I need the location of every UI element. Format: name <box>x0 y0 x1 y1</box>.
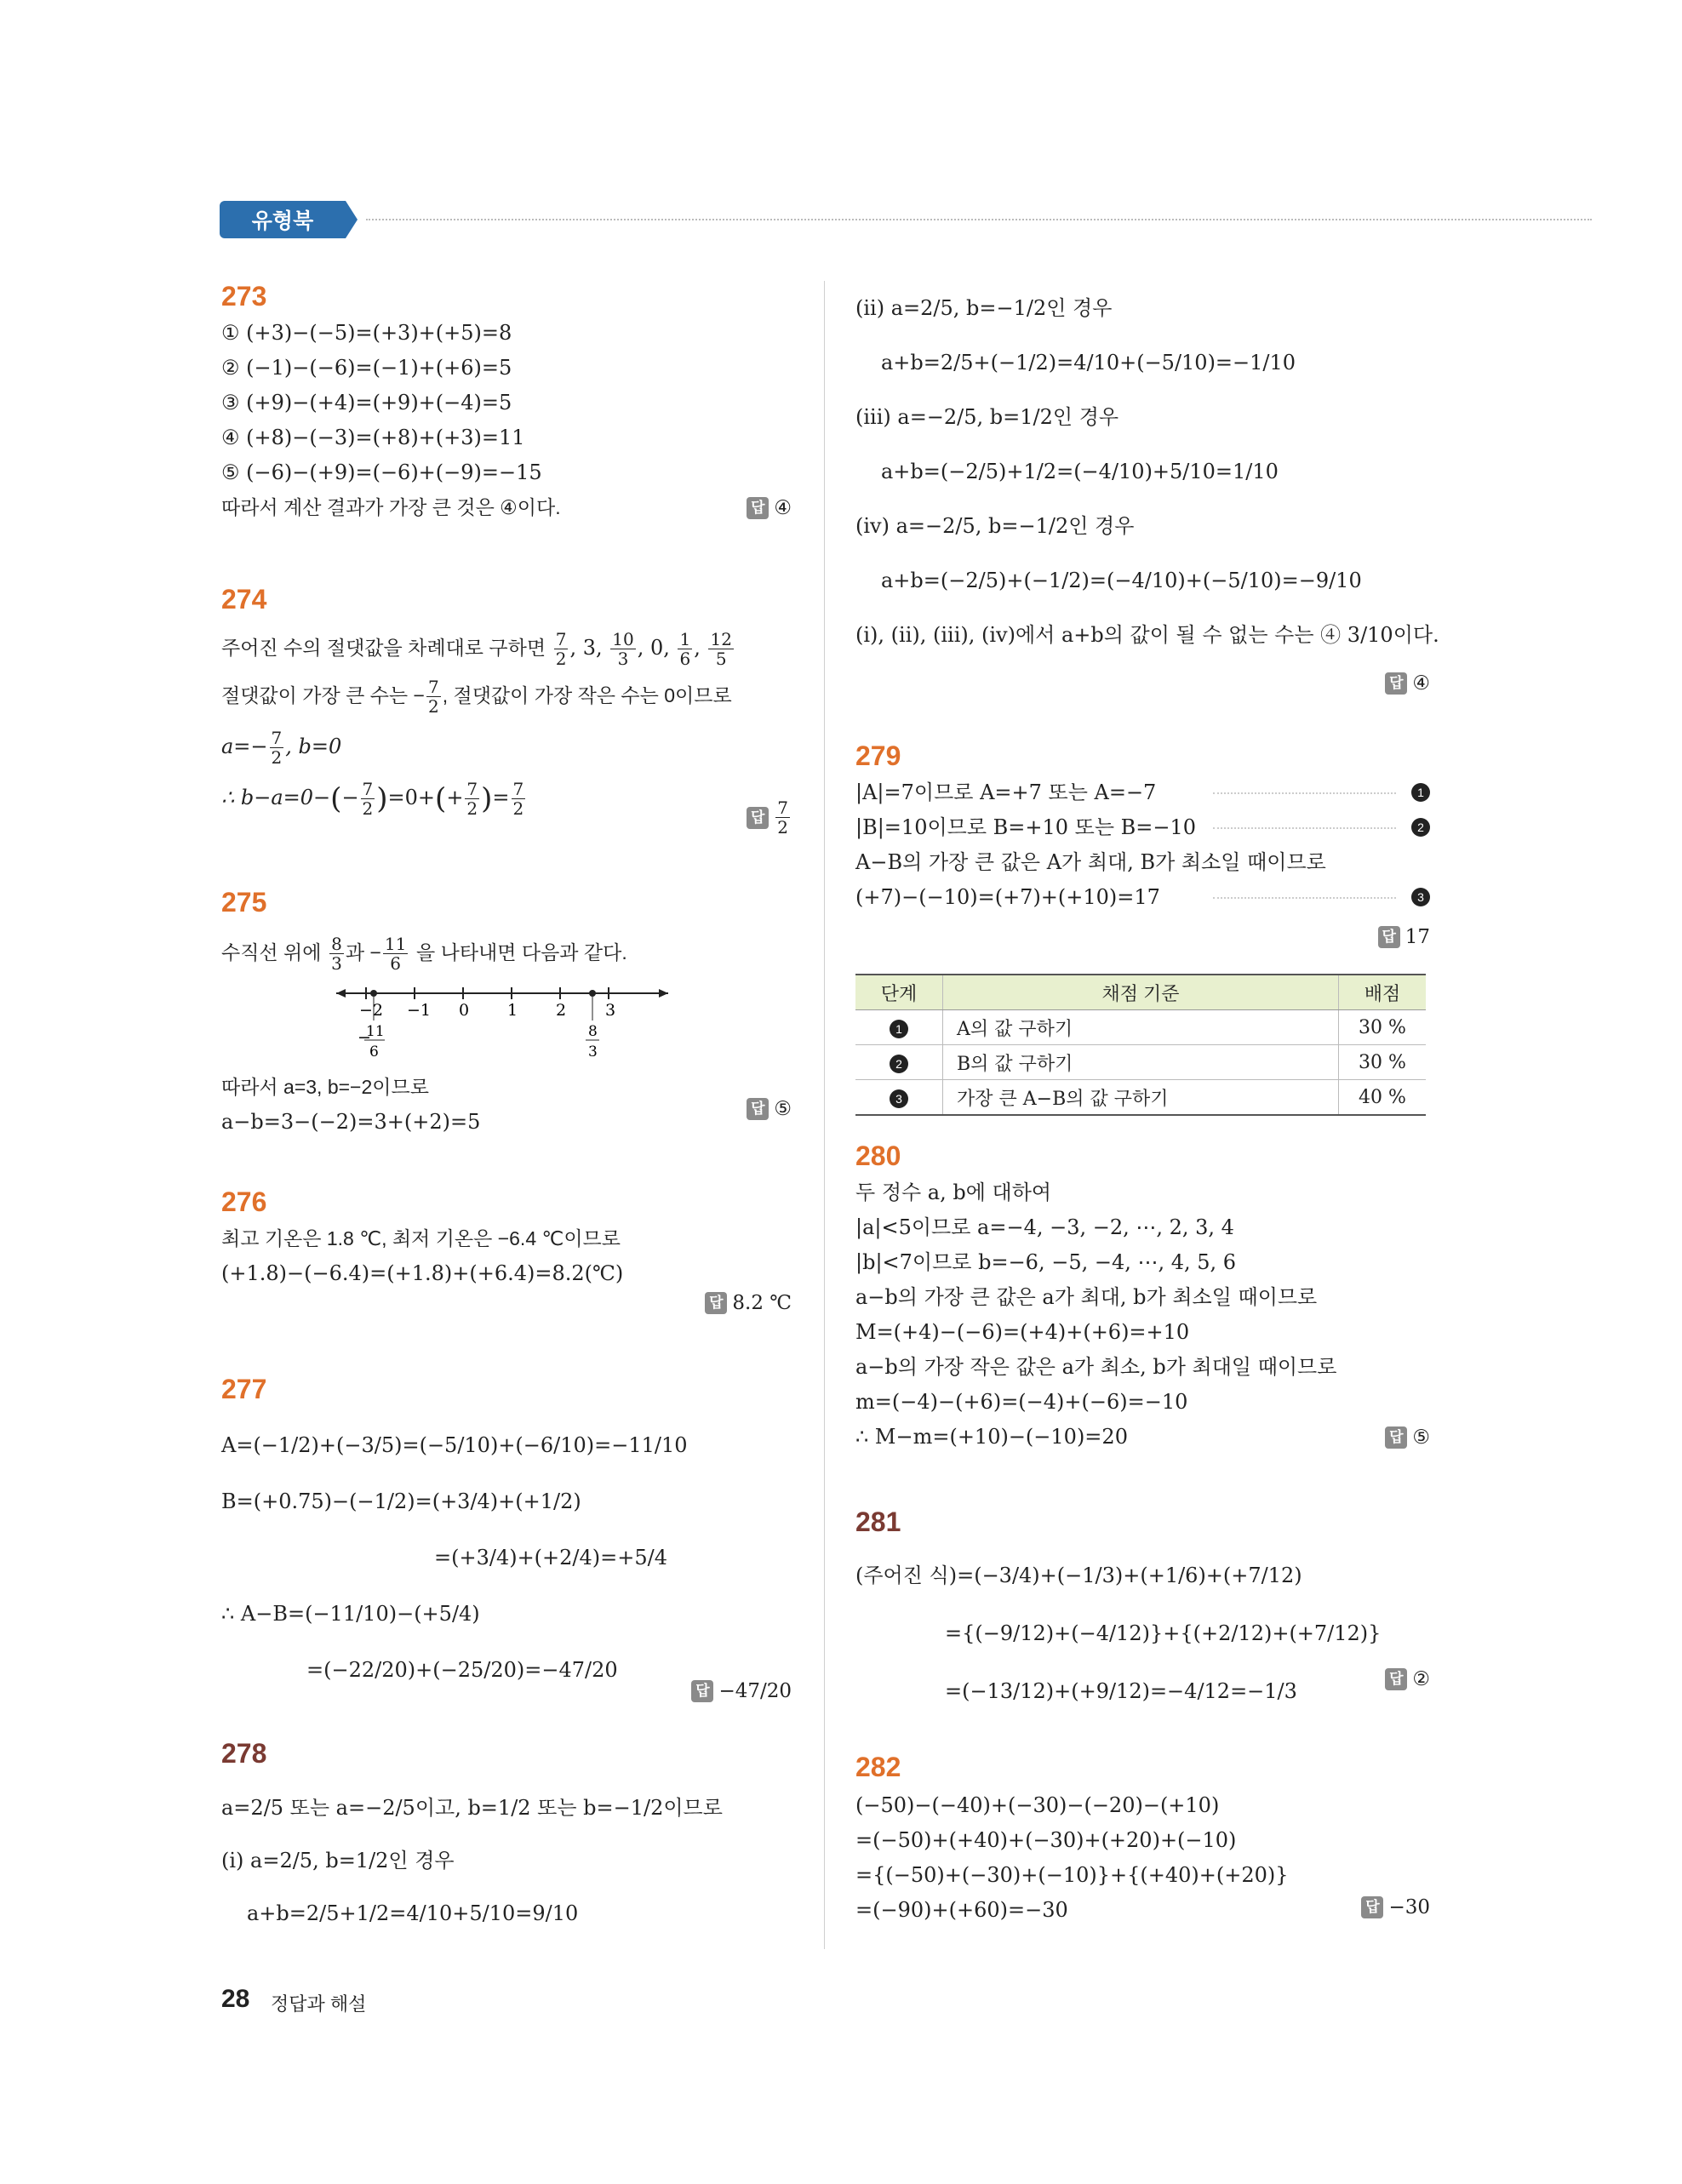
step-marker: 2 <box>1411 818 1430 837</box>
answer-badge: 답 <box>747 1098 769 1120</box>
criterion: 가장 큰 A−B의 값 구하기 <box>943 1080 1339 1116</box>
text: a=− <box>221 735 268 758</box>
text: 과 − <box>345 941 381 963</box>
criterion: B의 값 구하기 <box>943 1045 1339 1080</box>
answer <box>705 1292 792 1314</box>
problem-number: 273 <box>221 281 267 312</box>
col-header: 단계 <box>855 975 943 1010</box>
text: 을 나타내면 다음과 같다. <box>416 941 627 963</box>
answer-value: ⑤ <box>1412 1426 1430 1449</box>
point-a-den: 3 <box>588 1043 598 1061</box>
problem-275 <box>221 887 792 1140</box>
line: (i), (ii), (iii), (iv)에서 a+b의 값이 될 수 없는 수는 ④ 3/10이다. <box>855 623 1439 647</box>
line: ∴ M−m=(+10)−(−10)=20 <box>855 1425 1128 1449</box>
den: 2 <box>427 696 439 717</box>
answer-badge: 답 <box>691 1680 713 1702</box>
page-number: 28 <box>221 1985 250 2013</box>
num: 7 <box>512 779 524 799</box>
step-marker: 3 <box>890 1089 908 1108</box>
answer-value: ④ <box>1412 672 1430 695</box>
table-row <box>855 1010 1426 1045</box>
answer-badge: 답 <box>1378 926 1400 948</box>
answer-value: 8.2 ℃ <box>732 1292 792 1314</box>
step-marker: 1 <box>1411 783 1430 802</box>
num: 10 <box>612 629 634 649</box>
text: |A|=7이므로 A=+7 또는 A=−7 <box>855 780 1157 804</box>
line <box>855 775 1430 810</box>
fraction <box>708 630 733 668</box>
line: a−b=3−(−2)=3+(+2)=5 <box>221 1110 481 1134</box>
text: 절댓값이 가장 큰 수는 − <box>221 684 425 706</box>
text: , 0, <box>637 636 670 660</box>
line: ② (−1)−(−6)=(−1)+(+6)=5 <box>221 356 512 380</box>
den: 3 <box>617 649 629 669</box>
points: 30 % <box>1339 1045 1427 1080</box>
line: =(+3/4)+(+2/4)=+5/4 <box>434 1546 667 1569</box>
problem-282 <box>855 1752 1430 1928</box>
line: ={(−50)+(−30)+(−10)}+{(+40)+(+20)} <box>855 1863 1289 1887</box>
section-tab: 유형북 <box>220 201 346 238</box>
problem-number: 274 <box>221 584 267 615</box>
problem-273 <box>221 281 792 525</box>
fraction <box>554 630 569 668</box>
fraction <box>512 780 526 818</box>
num: 1 <box>679 629 691 649</box>
answer-value: 17 <box>1405 926 1430 948</box>
problem-280 <box>855 1141 1430 1455</box>
line: =(−22/20)+(−25/20)=−47/20 <box>306 1658 618 1682</box>
den: 2 <box>777 817 788 838</box>
point-b-num: 11 <box>366 1023 385 1040</box>
num: 7 <box>362 779 374 799</box>
fraction <box>270 729 284 767</box>
table-row <box>855 1045 1426 1080</box>
tick-label: 2 <box>556 1001 567 1020</box>
line: a=2/5 또는 a=−2/5이고, b=1/2 또는 b=−1/2이므로 <box>221 1796 723 1820</box>
tick-label: 0 <box>459 1001 470 1020</box>
answer-value: ⑤ <box>774 1098 792 1120</box>
minus-sign: − <box>358 1028 371 1047</box>
line: ∴ A−B=(−11/10)−(+5/4) <box>221 1602 480 1626</box>
text: =0+ <box>387 786 436 809</box>
line: a−b의 가장 작은 값은 a가 최소, b가 최대일 때이므로 <box>855 1355 1337 1379</box>
fraction <box>426 677 441 716</box>
text: ∴ b−a=0− <box>221 786 331 809</box>
answer-value: −30 <box>1388 1896 1430 1918</box>
line: =(−90)+(+60)=−30 <box>855 1898 1068 1922</box>
line: ⑤ (−6)−(+9)=(−6)+(−9)=−15 <box>221 460 542 484</box>
footer-label: 정답과 해설 <box>271 1993 367 2015</box>
problem-279 <box>855 740 1430 1110</box>
col-header: 채점 기준 <box>943 975 1339 1010</box>
fraction <box>610 630 635 668</box>
num: 12 <box>710 629 732 649</box>
problem-276 <box>221 1186 792 1314</box>
answer-badge: 답 <box>1385 1668 1407 1690</box>
conclusion: 따라서 계산 결과가 가장 큰 것은 ④이다. <box>221 496 561 518</box>
answer <box>747 497 792 519</box>
step-marker: 3 <box>1411 888 1430 906</box>
num: 7 <box>466 779 478 799</box>
den: 2 <box>271 747 283 768</box>
line <box>221 721 792 772</box>
problem-number: 282 <box>855 1752 901 1782</box>
number-line <box>221 976 792 1070</box>
step-marker: 2 <box>890 1055 908 1073</box>
line: ③ (+9)−(+4)=(+9)+(−4)=5 <box>221 391 512 415</box>
points: 40 % <box>1339 1080 1427 1116</box>
answer-badge: 답 <box>705 1292 727 1314</box>
problem-278-cont <box>855 281 1439 695</box>
fraction <box>361 780 375 818</box>
den: 2 <box>362 798 374 819</box>
text: , b=0 <box>285 735 342 758</box>
line: a+b=2/5+1/2=4/10+5/10=9/10 <box>247 1901 579 1925</box>
answer <box>1378 926 1430 948</box>
problem-number: 278 <box>221 1738 267 1769</box>
den: 2 <box>555 649 567 669</box>
answer-value: −47/20 <box>718 1680 792 1702</box>
text: , 절댓값이 가장 작은 수는 0이므로 <box>442 684 732 706</box>
answer <box>1361 1896 1430 1918</box>
line: (i) a=2/5, b=1/2인 경우 <box>221 1849 455 1872</box>
line: 두 정수 a, b에 대하여 <box>855 1181 1052 1204</box>
line: =(−50)+(+40)+(−30)+(+20)+(−10) <box>855 1828 1237 1852</box>
scoring-table <box>855 974 1426 1116</box>
line: 따라서 a=3, b=−2이므로 <box>221 1076 429 1098</box>
line: m=(−4)−(+6)=(−4)+(−6)=−10 <box>855 1390 1188 1414</box>
tick-label: 1 <box>507 1001 518 1020</box>
answer <box>1385 672 1430 695</box>
line: (+1.8)−(−6.4)=(+1.8)+(+6.4)=8.2(℃) <box>221 1261 624 1285</box>
answer-value <box>775 798 790 837</box>
answer-badge: 답 <box>1361 1896 1383 1918</box>
line: (iii) a=−2/5, b=1/2인 경우 <box>855 405 1119 429</box>
problem-278 <box>221 1738 792 1940</box>
den: 6 <box>679 649 691 669</box>
answer <box>691 1680 792 1702</box>
answer-value: ② <box>1412 1668 1430 1690</box>
criterion: A의 값 구하기 <box>943 1010 1339 1045</box>
problem-number: 275 <box>221 887 267 918</box>
line: ④ (+8)−(−3)=(+8)+(+3)=11 <box>221 426 525 449</box>
line: (−50)−(−40)+(−30)−(−20)−(+10) <box>855 1793 1220 1817</box>
col-header: 배점 <box>1339 975 1427 1010</box>
line: A=(−1/2)+(−3/5)=(−5/10)+(−6/10)=−11/10 <box>221 1433 688 1457</box>
line: |a|<5이므로 a=−4, −3, −2, ⋯, 2, 3, 4 <box>855 1215 1234 1239</box>
fraction <box>678 630 692 668</box>
problem-number: 277 <box>221 1374 267 1404</box>
den: 2 <box>466 798 478 819</box>
line <box>221 670 792 721</box>
num: 8 <box>331 934 342 954</box>
line <box>221 929 792 976</box>
problem-277 <box>221 1374 792 1702</box>
tick-label: −2 <box>359 1001 384 1020</box>
answer <box>747 1098 792 1120</box>
text: 수직선 위에 <box>221 941 322 963</box>
column-divider <box>824 281 825 1949</box>
problem-274 <box>221 584 792 838</box>
line: ={(−9/12)+(−4/12)}+{(+2/12)+(+7/12)} <box>945 1621 1382 1645</box>
line: ∴ b−a=0−(− $\frac{7}{2}$ )=0+(+ $\frac{7}{2}$ )= $\frac{7}{2}$ <box>221 779 524 819</box>
line: (주어진 식)=(−3/4)+(−1/3)+(+1/6)+(+7/12) <box>855 1564 1302 1587</box>
line: B=(+0.75)−(−1/2)=(+3/4)+(+1/2) <box>221 1489 581 1513</box>
answer-badge: 답 <box>747 497 769 519</box>
answer-badge: 답 <box>747 807 769 829</box>
num: 7 <box>271 728 283 748</box>
table-row <box>855 1080 1426 1116</box>
point-a-num: 8 <box>588 1023 598 1040</box>
text: , 3, <box>569 636 603 660</box>
header-rule <box>366 219 1592 220</box>
text: = <box>492 786 510 809</box>
fraction <box>329 935 344 973</box>
line: 주어진 수의 절댓값을 차례대로 구하면 $\frac{7}{2}$ , 3, $\frac{10}{3}$ , 0, $\frac{1}{6}$ , $\frac{12}{5}$ <box>221 629 732 669</box>
answer-badge: 답 <box>1385 1426 1407 1449</box>
fraction <box>465 780 479 818</box>
line: (iv) a=−2/5, b=−1/2인 경우 <box>855 514 1135 538</box>
text: (+7)−(−10)=(+7)+(+10)=17 <box>855 885 1160 909</box>
line: 최고 기온은 1.8 ℃, 최저 기온은 −6.4 ℃이므로 <box>221 1227 621 1249</box>
num: 7 <box>555 629 567 649</box>
line: |b|<7이므로 b=−6, −5, −4, ⋯, 4, 5, 6 <box>855 1250 1237 1274</box>
answer <box>747 798 792 837</box>
point-b-den: 6 <box>369 1043 379 1061</box>
answer <box>1385 1668 1430 1690</box>
line: a+b=(−2/5)+1/2=(−4/10)+5/10=1/10 <box>881 460 1279 483</box>
num: 11 <box>384 934 407 954</box>
line: a−b의 가장 큰 값은 a가 최대, b가 최소일 때이므로 <box>855 1285 1318 1309</box>
problem-281 <box>855 1507 1430 1720</box>
answer-badge: 답 <box>1385 672 1407 695</box>
points: 30 % <box>1339 1010 1427 1045</box>
problem-number: 281 <box>855 1507 901 1537</box>
line: A−B의 가장 큰 값은 A가 최대, B가 최소일 때이므로 <box>855 850 1326 874</box>
den: 5 <box>715 649 727 669</box>
den: 3 <box>331 953 342 974</box>
text: |B|=10이므로 B=+10 또는 B=−10 <box>855 815 1197 839</box>
line: a+b=2/5+(−1/2)=4/10+(−5/10)=−1/10 <box>881 351 1296 374</box>
den: 2 <box>512 798 524 819</box>
step-marker: 1 <box>890 1020 908 1038</box>
text: 주어진 수의 절댓값을 차례대로 구하면 <box>221 637 546 659</box>
tick-label: 3 <box>605 1001 616 1020</box>
num: 7 <box>777 798 788 818</box>
line <box>855 810 1430 845</box>
line: M=(+4)−(−6)=(+4)+(+6)=+10 <box>855 1320 1190 1344</box>
problem-number: 276 <box>221 1186 267 1217</box>
line <box>855 880 1430 915</box>
num: 7 <box>427 677 439 697</box>
line: =(−13/12)+(+9/12)=−4/12=−1/3 <box>945 1679 1297 1703</box>
line: (ii) a=2/5, b=−1/2인 경우 <box>855 296 1113 320</box>
den: 6 <box>390 953 401 974</box>
answer <box>1385 1426 1430 1449</box>
fraction <box>383 935 408 973</box>
line: ① (+3)−(−5)=(+3)+(+5)=8 <box>221 321 512 345</box>
answer-value: ④ <box>774 497 792 519</box>
tick-label: −1 <box>407 1001 432 1020</box>
problem-number: 279 <box>855 740 901 771</box>
line: a+b=(−2/5)+(−1/2)=(−4/10)+(−5/10)=−9/10 <box>881 569 1362 592</box>
problem-number: 280 <box>855 1141 901 1171</box>
